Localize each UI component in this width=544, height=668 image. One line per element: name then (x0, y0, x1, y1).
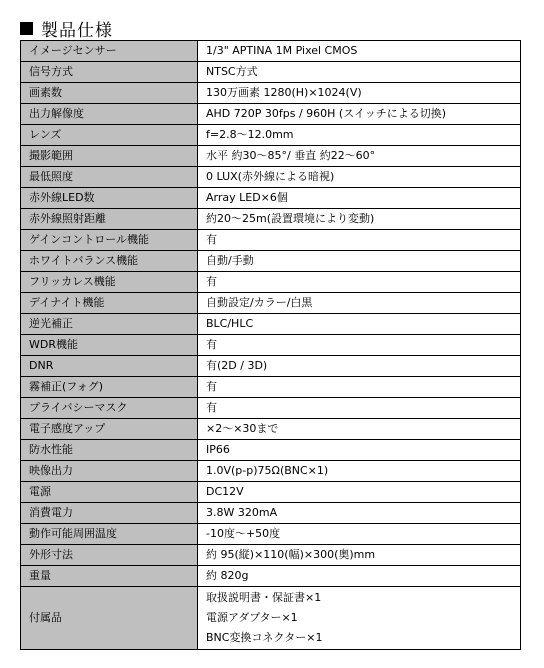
spec-value: AHD 720P 30fps / 960H (スイッチによる切換) (198, 104, 521, 125)
spec-row (21, 188, 521, 209)
spec-value: 有(2D / 3D) (198, 356, 521, 377)
spec-row (21, 104, 521, 125)
spec-row (21, 461, 521, 482)
accessory-item: BNC変換コネクター×1 (206, 631, 323, 644)
spec-value: 水平 約30〜85°/ 垂直 約22〜60° (198, 146, 521, 167)
spec-row (21, 398, 521, 419)
spec-value: 有 (198, 230, 521, 251)
spec-value: 自動設定/カラー/白黒 (198, 293, 521, 314)
spec-label: 映像出力 (21, 461, 198, 482)
spec-label: 赤外線照射距離 (21, 209, 198, 230)
spec-row (21, 62, 521, 83)
spec-label: 動作可能周囲温度 (21, 524, 198, 545)
spec-label: レンズ (21, 125, 198, 146)
spec-value: 有 (198, 272, 521, 293)
spec-label: WDR機能 (21, 335, 198, 356)
spec-value: BLC/HLC (198, 314, 521, 335)
spec-value: 有 (198, 335, 521, 356)
spec-value: 3.8W 320mA (198, 503, 521, 524)
spec-row (21, 314, 521, 335)
spec-row (21, 377, 521, 398)
spec-value: 0 LUX(赤外線による暗視) (198, 167, 521, 188)
spec-row (21, 356, 521, 377)
spec-row (21, 293, 521, 314)
spec-row (21, 566, 521, 587)
spec-row (21, 125, 521, 146)
spec-row (21, 251, 521, 272)
spec-value: DC12V (198, 482, 521, 503)
spec-label: DNR (21, 356, 198, 377)
spec-value: -10度〜+50度 (198, 524, 521, 545)
spec-label: ホワイトバランス機能 (21, 251, 198, 272)
spec-label: 電源 (21, 482, 198, 503)
section-title: 製品仕様 (41, 20, 113, 41)
spec-value: 有 (198, 377, 521, 398)
spec-row (21, 545, 521, 566)
spec-label: 重量 (21, 566, 198, 587)
spec-row (21, 167, 521, 188)
section-heading (20, 16, 113, 40)
spec-value: NTSC方式 (198, 62, 521, 83)
spec-value: 約 820g (198, 566, 521, 587)
spec-row (21, 524, 521, 545)
spec-value: 有 (198, 398, 521, 419)
spec-value: IP66 (198, 440, 521, 461)
spec-label: ゲインコントロール機能 (21, 230, 198, 251)
square-bullet-icon (20, 22, 33, 35)
spec-value: 自動/手動 (198, 251, 521, 272)
spec-value: Array LED×6個 (198, 188, 521, 209)
accessory-item: 電源アダプター×1 (206, 611, 298, 624)
spec-label: 撮影範囲 (21, 146, 198, 167)
spec-row (21, 83, 521, 104)
spec-value: 約 95(縦)×110(幅)×300(奥)mm (198, 545, 521, 566)
spec-label: 最低照度 (21, 167, 198, 188)
spec-label: 電子感度アップ (21, 419, 198, 440)
accessories-list (198, 587, 521, 650)
spec-label: 付属品 (21, 587, 198, 650)
spec-value: 1/3" APTINA 1M Pixel CMOS (198, 41, 521, 62)
spec-row (21, 419, 521, 440)
spec-row (21, 335, 521, 356)
spec-label: フリッカレス機能 (21, 272, 198, 293)
spec-row (21, 209, 521, 230)
spec-table-body (21, 41, 521, 650)
spec-value: 1.0V(p-p)75Ω(BNC×1) (198, 461, 521, 482)
spec-value: 130万画素 1280(H)×1024(V) (198, 83, 521, 104)
spec-row (21, 272, 521, 293)
accessory-item: 取扱説明書・保証書×1 (206, 591, 322, 604)
spec-row (21, 41, 521, 62)
spec-row (21, 440, 521, 461)
spec-label: イメージセンサー (21, 41, 198, 62)
spec-row-accessories (21, 587, 521, 650)
spec-label: 赤外線LED数 (21, 188, 198, 209)
spec-label: 防水性能 (21, 440, 198, 461)
spec-value: f=2.8〜12.0mm (198, 125, 521, 146)
spec-value: 約20〜25m(設置環境により変動) (198, 209, 521, 230)
spec-row (21, 503, 521, 524)
spec-label: 逆光補正 (21, 314, 198, 335)
spec-row (21, 482, 521, 503)
spec-row (21, 230, 521, 251)
spec-value: ×2〜×30まで (198, 419, 521, 440)
spec-row (21, 146, 521, 167)
spec-label: 出力解像度 (21, 104, 198, 125)
spec-label: 信号方式 (21, 62, 198, 83)
spec-label: 消費電力 (21, 503, 198, 524)
spec-table (20, 40, 521, 650)
spec-label: デイナイト機能 (21, 293, 198, 314)
spec-label: 霧補正(フォグ) (21, 377, 198, 398)
spec-label: 画素数 (21, 83, 198, 104)
spec-label: プライバシーマスク (21, 398, 198, 419)
spec-label: 外形寸法 (21, 545, 198, 566)
